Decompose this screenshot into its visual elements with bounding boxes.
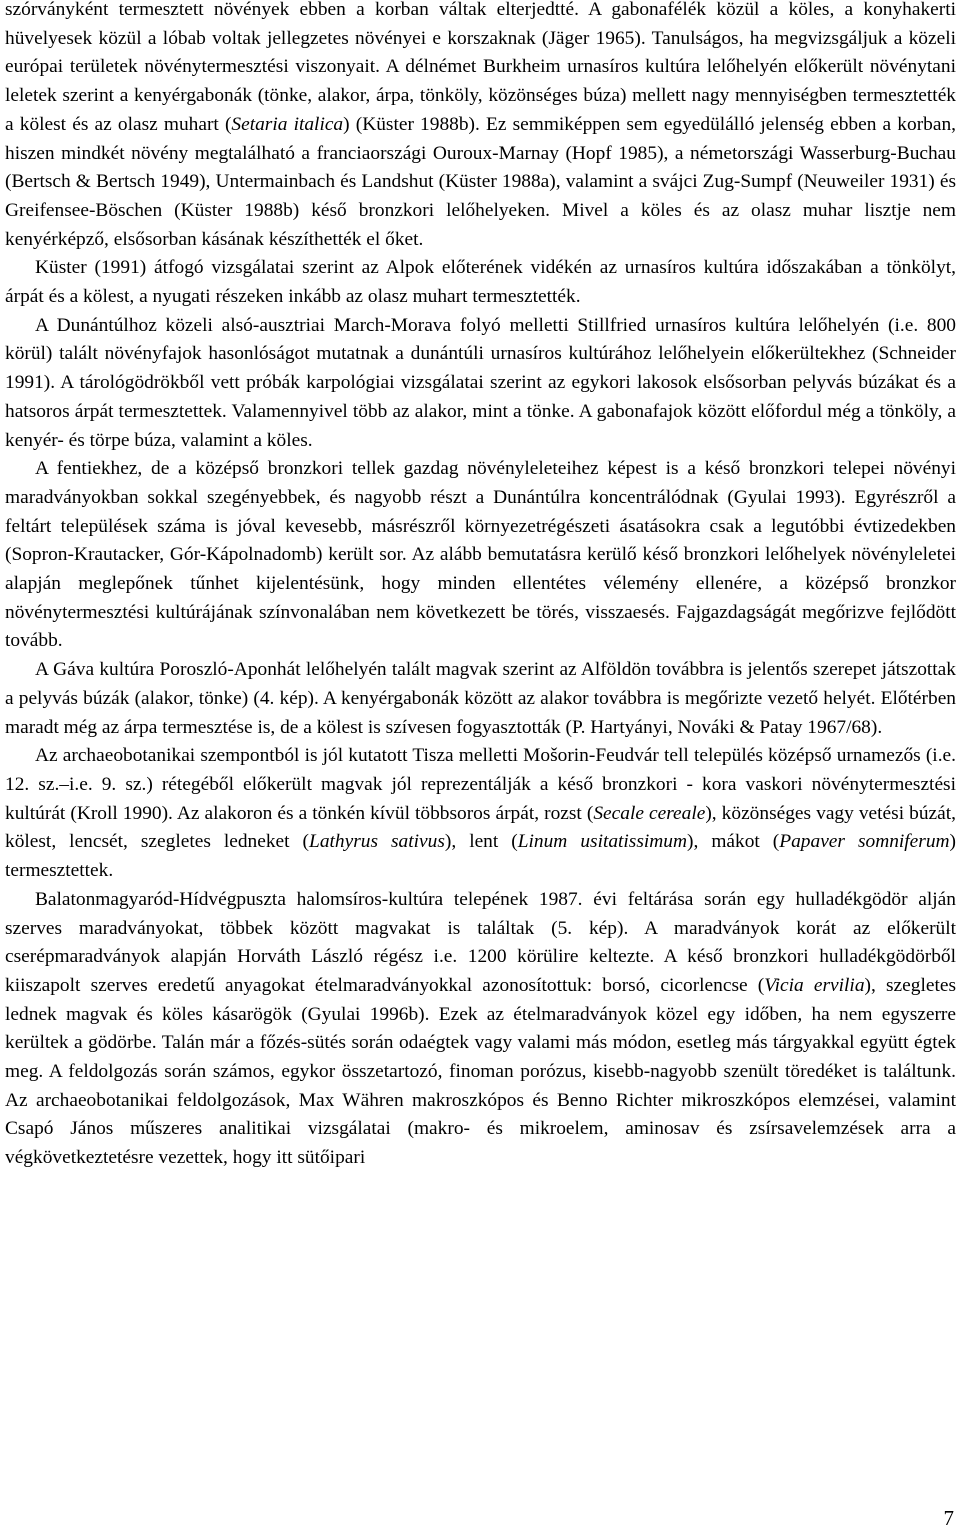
- paragraph: [5, 312, 956, 456]
- italic-term: Linum usitatissimum: [517, 831, 687, 853]
- paragraph: [5, 742, 956, 886]
- text-run: A Dunántúlhoz közeli alsó-ausztriai March-Morava folyó melletti Stillfried urnasíros kultúra lelőhelyén (i.e. 800 körül) talált növényfajok hasonlóságot mutatnak a dunántúli urnasíros kultúrához lelőhelyein előkerültekhez (Schneider 1991). A tárológödrökből vett próbák karpológiai vizsgálatai szerint az egykori lakosok elsősorban pelyvás búzákat és a hatsoros árpát termesztettek. Valamennyivel több az alakor, mint a tönke. A gabonafajok között előfordul még a tönköly, a kenyér- és törpe búza, valamint a köles.: [5, 314, 956, 451]
- text-run: ), közönséges vagy vetési búzát, kölest, lencsét, szegletes ledneket (: [5, 802, 956, 853]
- text-run: szórványként termesztett növények ebben a korban váltak elterjedtté. A gabonafélék közül a köles, a konyhakerti hüvelyesek közül a lóbab voltak jellegzetes növényei e korszaknak (Jäger 1965). Tanulságos, ha megvizsgáljuk a közeli európai területek növénytermesztési viszonyait. A délnémet Burkheim urnasíros kultúra lelőhelyén előkerült növénytani leletek szerint a kenyérgabonák (tönke, alakor, árpa, tönköly, közönséges búza) mellett nagy mennyiségben termesztették a kölest és az olasz muhart (: [5, 0, 956, 135]
- text-run: ) (Küster 1988b). Ez semmiképpen sem egyedülálló jelenség ebben a korban, hiszen mindkét növény megtalálható a franciaországi Ouroux-Marnay (Hopf 1985), a németországi Wasserburg-Buchau (Bertsch & Bertsch 1949), Untermainbach és Landshut (Küster 1988a), valamint a svájci Zug-Sumpf (Neuweiler 1931) és Greifensee-Böschen (Küster 1988b) késő bronzkori lelőhelyeken. Mivel a köles és az olasz muhar lisztje nem kenyérképző, elsősorban kásának készíthették el őket.: [5, 113, 956, 250]
- text-run: ), lent (: [444, 831, 518, 853]
- paragraph: [5, 0, 956, 254]
- document-body: [5, 0, 956, 1173]
- paragraph: [5, 656, 956, 742]
- italic-term: Setaria italica: [231, 113, 344, 135]
- paragraph: [5, 254, 956, 311]
- italic-term: Vicia ervilia: [764, 974, 865, 996]
- text-run: Az archaeobotanikai szempontból is jól kutatott Tisza melletti Mošorin-Feudvár tell település középső urnamezős (i.e. 12. sz.–i.e. 9. sz.) rétegéből előkerült magvak jól reprezentálják a késő bronzkori - kora vaskori növénytermesztési kultúrát (Kroll 1990). Az alakoron és a tönkén kívül többsoros árpát, rozst (: [5, 745, 956, 824]
- paragraph: [5, 886, 956, 1173]
- text-run: Küster (1991) átfogó vizsgálatai szerint az Alpok előterének vidékén az urnasíros kultúra időszakában a tönkölyt, árpát és a kölest, a nyugati részeken inkább az olasz muhart termesztették.: [5, 257, 956, 308]
- text-run: ) termesztettek.: [5, 831, 957, 882]
- text-run: A fentiekhez, de a középső bronzkori tellek gazdag növényleleteihez képest is a késő bronzkori telepei növényi maradványokban sokkal szegényebbek, és nagyobb részt a Dunántúlra koncentrálódnak (Gyulai 1993). Egyrészről a feltárt települések száma is jóval kevesebb, másrészről környezetrégészeti ásatásokra csak a legutóbbi évtizedekben (Sopron-Krautacker, Gór-Kápolnadomb) került sor. Az alább bemutatásra kerülő késő bronzkori lelőhelyek növényleletei alapján meglepőnek tűnhet kijelentésünk, hogy minden ellentétes vélemény ellenére, a középső bronzkor növénytermesztési kultúrájának színvonalában nem következett be törés, visszaesés. Fajgazdagságát megőrizve fejlődött tovább.: [5, 458, 956, 652]
- text-run: ), mákot (: [687, 831, 780, 853]
- page-number: 7: [943, 1506, 954, 1530]
- italic-term: Secale cereale: [593, 802, 706, 824]
- italic-term: Papaver somniferum: [779, 831, 950, 853]
- text-run: Balatonmagyaród-Hídvégpuszta halomsíros-kultúra telepének 1987. évi feltárása során egy hulladékgödör alján szerves maradványokat, többek között magvakat is találtak (5. kép). A maradványok korát az előkerült cserépmaradványok alapján Horváth László régész i.e. 1200 körülire keltezte. A késő bronzkori hulladékgödörből kiiszapolt szerves eredetű anyagokat ételmaradványokkal azonosítottuk: borsó, cicorlencse (: [5, 888, 956, 996]
- paragraph: [5, 455, 956, 656]
- italic-term: Lathyrus sativus: [309, 831, 445, 853]
- text-run: A Gáva kultúra Poroszló-Aponhát lelőhelyén talált magvak szerint az Alföldön továbbra is jelentős szerepet játszottak a pelyvás búzák (alakor, tönke) (4. kép). A kenyérgabonák között az alakor továbbra is megőrizte vezető helyét. Előtérben maradt még az árpa termesztése is, de a kölest is szívesen fogyasztották (P. Hartyányi, Nováki & Patay 1967/68).: [5, 659, 956, 738]
- text-run: ), szegletes lednek magvak és köles kásarögök (Gyulai 1996b). Ezek az ételmaradványok közel egy időben, ha nem egyszerre kerültek a gödörbe. Talán már a főzés-sütés során odaégtek vagy valami más módon, esetleg más tárgyakkal együtt égtek meg. A feldolgozás során számos, egykor összetartozó, finoman porózus, kisebb-nagyobb szenült töredéket is találtunk. Az archaeobotanikai feldolgozások, Max Währen makroszkópos és Benno Richter mikroszkópos elemzései, valamint Csapó János műszeres analitikai vizsgálatai (makro- és mikroelem, aminosav és zsírsavelemzések arra a végkövetkeztetésre vezettek, hogy itt sütőipari: [5, 974, 956, 1169]
